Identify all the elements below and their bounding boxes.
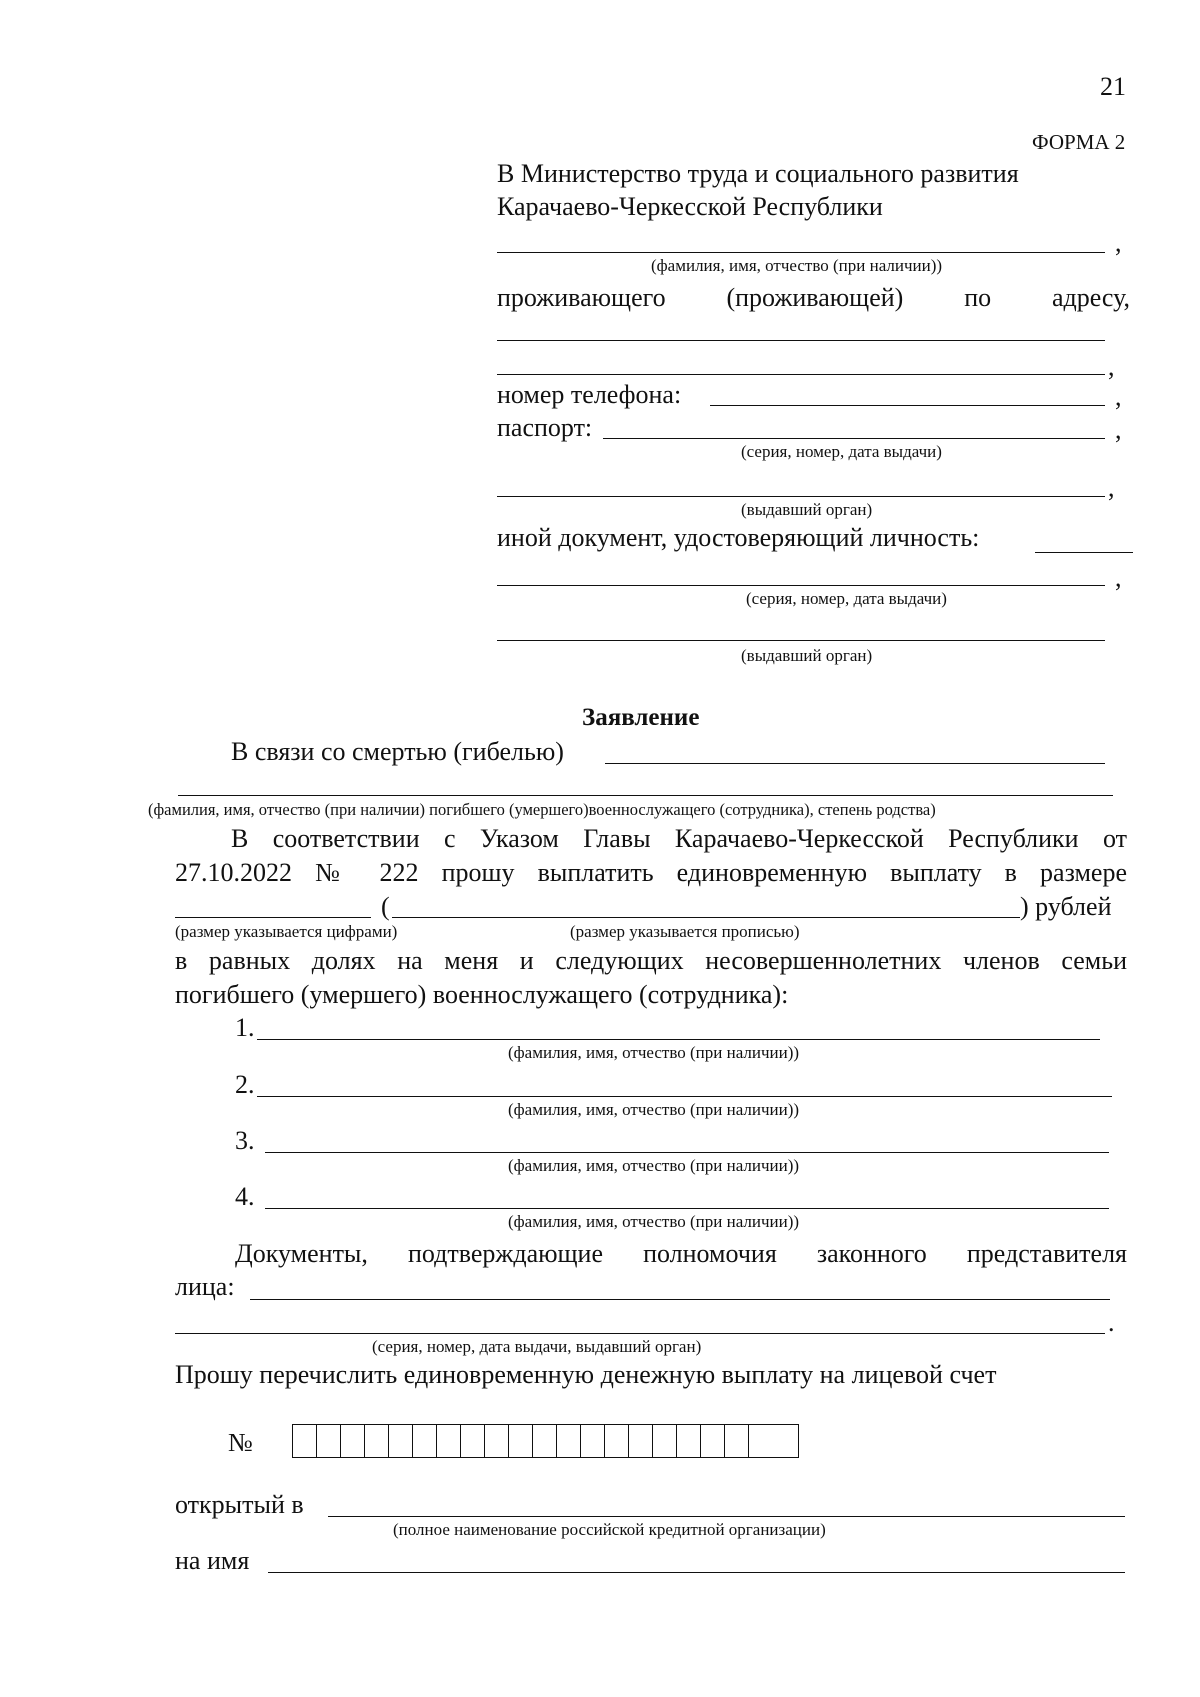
document-title: Заявление [582, 704, 700, 731]
account-digit-cell[interactable] [605, 1425, 629, 1457]
hint-passport-series: (серия, номер, дата выдачи) [741, 442, 942, 461]
hint-digits: (размер указывается цифрами) [175, 922, 398, 941]
hint-passport-issuer: (выдавший орган) [741, 500, 873, 519]
account-digit-cell[interactable] [509, 1425, 533, 1457]
hint-deceased: (фамилия, имя, отчество (при наличии) погибшего (умершего)военнослужащего (сотрудника), степень родства) [148, 800, 936, 819]
comma: , [1115, 415, 1122, 444]
hint-member-3: (фамилия, имя, отчество (при наличии)) [508, 1156, 800, 1175]
address-word: по [964, 283, 992, 312]
opened-label: открытый в [175, 1490, 304, 1519]
account-digit-cell[interactable] [413, 1425, 437, 1457]
account-digit-cell[interactable] [701, 1425, 725, 1457]
member-3-field[interactable] [265, 1152, 1109, 1153]
representative-docs-field-2[interactable] [175, 1333, 1105, 1334]
comma: , [1108, 473, 1115, 502]
account-digit-cell[interactable] [293, 1425, 317, 1457]
account-digit-cell[interactable] [485, 1425, 509, 1457]
hint-member-1: (фамилия, имя, отчество (при наличии)) [508, 1043, 800, 1062]
other-doc-series-field[interactable] [497, 585, 1105, 586]
hint-applicant-fio: (фамилия, имя, отчество (при наличии)) [651, 256, 943, 275]
applicant-name-field[interactable] [497, 252, 1105, 253]
account-digit-cell[interactable] [629, 1425, 653, 1457]
account-digit-cell[interactable] [653, 1425, 677, 1457]
addressee-line-2: Карачаево-Черкесской Республики [497, 192, 883, 221]
member-number-1: 1. [235, 1013, 255, 1042]
member-number-3: 3. [235, 1126, 255, 1155]
address-field-2[interactable] [497, 374, 1105, 375]
account-digit-cell[interactable] [581, 1425, 605, 1457]
comma: , [1115, 563, 1122, 592]
hint-other-doc-issuer: (выдавший орган) [741, 646, 873, 665]
account-digit-cell[interactable] [365, 1425, 389, 1457]
account-digit-cell[interactable] [557, 1425, 581, 1457]
member-4-field[interactable] [265, 1208, 1109, 1209]
rubles-label: ) рублей [1020, 892, 1112, 921]
bank-name-field[interactable] [328, 1516, 1125, 1517]
address-word: адресу, [1051, 283, 1131, 312]
phone-field[interactable] [710, 405, 1105, 406]
passport-issuer-field[interactable] [497, 496, 1105, 497]
member-1-field[interactable] [257, 1039, 1100, 1040]
comma: , [1115, 382, 1122, 411]
account-digit-cell[interactable] [317, 1425, 341, 1457]
passport-label: паспорт: [497, 413, 593, 442]
member-number-2: 2. [235, 1070, 255, 1099]
hint-words: (размер указывается прописью) [570, 922, 800, 941]
account-digit-cell[interactable] [677, 1425, 701, 1457]
account-digit-cell[interactable] [461, 1425, 485, 1457]
account-digit-cell[interactable] [725, 1425, 749, 1457]
address-label [497, 283, 1130, 313]
decree-line-2: 27.10.2022 № 222 прошу выплатить единовременную выплату в размере [175, 858, 1127, 887]
account-digit-cell[interactable] [437, 1425, 461, 1457]
account-number-cells[interactable] [292, 1424, 799, 1458]
other-doc-field-1[interactable] [1035, 552, 1133, 553]
hint-docs: (серия, номер, дата выдачи, выдавший орган) [372, 1337, 702, 1356]
address-word: проживающего [497, 283, 666, 312]
page-number: 21 [1100, 72, 1126, 101]
member-2-field[interactable] [257, 1096, 1112, 1097]
amount-digits-field[interactable] [175, 917, 371, 918]
docs-line-2: лица: [175, 1272, 235, 1301]
amount-words-field[interactable] [392, 917, 1020, 918]
other-doc-label: иной документ, удостоверяющий личность: [497, 523, 980, 552]
representative-docs-field-1[interactable] [250, 1299, 1110, 1300]
account-digit-cell[interactable] [533, 1425, 557, 1457]
account-digit-cell[interactable] [389, 1425, 413, 1457]
member-number-4: 4. [235, 1182, 255, 1211]
hint-bank: (полное наименование российской кредитной организации) [393, 1520, 826, 1539]
form-label: ФОРМА 2 [1032, 130, 1126, 154]
name-label: на имя [175, 1546, 250, 1575]
other-doc-issuer-field[interactable] [497, 640, 1105, 641]
period: . [1108, 1308, 1115, 1337]
phone-label: номер телефона: [497, 380, 682, 409]
address-word: (проживающей) [726, 283, 904, 312]
comma: , [1108, 352, 1115, 381]
transfer-text: Прошу перечислить единовременную денежную выплату на лицевой счет [175, 1360, 997, 1389]
docs-line-1: Документы, подтверждающие полномочия законного представителя [235, 1239, 1127, 1268]
paren-open: ( [381, 892, 390, 921]
address-field-1[interactable] [497, 340, 1105, 341]
account-digit-cell[interactable] [749, 1425, 773, 1457]
deceased-field-2[interactable] [178, 795, 1113, 796]
shares-line-1: в равных долях на меня и следующих несовершеннолетних членов семьи [175, 946, 1127, 975]
decree-line-1: В соответствии с Указом Главы Карачаево-Черкесской Республики от [231, 824, 1127, 853]
shares-line-2: погибшего (умершего) военнослужащего (сотрудника): [175, 980, 789, 1009]
addressee-line-1: В Министерство труда и социального развития [497, 159, 1019, 188]
hint-member-4: (фамилия, имя, отчество (при наличии)) [508, 1212, 800, 1231]
hint-other-doc-series: (серия, номер, дата выдачи) [746, 589, 947, 608]
deceased-field-1[interactable] [605, 763, 1105, 764]
account-number-sign: № [228, 1428, 253, 1457]
passport-series-field[interactable] [603, 438, 1105, 439]
hint-member-2: (фамилия, имя, отчество (при наличии)) [508, 1100, 800, 1119]
death-text: В связи со смертью (гибелью) [231, 737, 564, 766]
comma: , [1115, 228, 1122, 257]
account-holder-field[interactable] [268, 1572, 1125, 1573]
account-digit-cell[interactable] [341, 1425, 365, 1457]
